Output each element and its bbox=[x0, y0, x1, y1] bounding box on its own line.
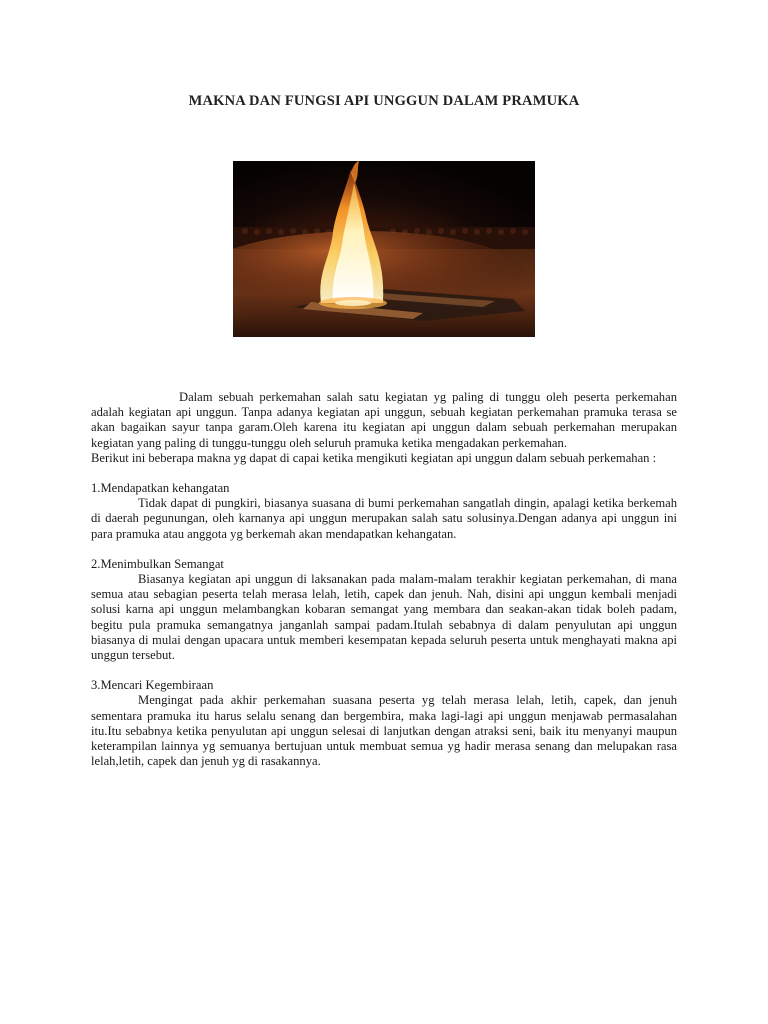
section-text-3: Mengingat pada akhir perkemahan suasana peserta yg telah merasa lelah, letih, capek, dan jenuh sementara pramuka itu harus selalu senang dan bergembira, maka lagi-lagi api unggun menjawab permasalahan itu.Itu sebabnya ketika penyulutan api unggun selesai di lanjutkan dengan atraksi seni, baik itu menyanyi maupun keterampilan lainnya yg semuanya bertujuan untuk membuat semua yg hadir merasa senang dan melupakan rasa lelah,letih, capek dan jenuh yg di rasakannya. bbox=[91, 693, 677, 769]
article-body bbox=[91, 390, 677, 769]
intro-list-lead: Berikut ini beberapa makna yg dapat di capai ketika mengikuti kegiatan api unggun dalam sebuah perkemahan : bbox=[91, 450, 657, 465]
section-heading-1: 1.Mendapatkan kehangatan bbox=[91, 481, 230, 496]
intro-paragraph: Dalam sebuah perkemahan salah satu kegiatan yg paling di tunggu oleh peserta perkemahan adalah kegiatan api unggun. Tanpa adanya kegiatan api unggun, sebuah kegiatan perkemahan pramuka terasa se akan bagaikan sayur tanpa garam.Oleh karena itu kegiatan api unggun dalam sebuah perkemahan merupakan kegiatan yang paling di tunggu-tunggu oleh seluruh pramuka ketika mengadakan perkemahan. bbox=[91, 390, 677, 450]
section-text-1: Tidak dapat di pungkiri, biasanya suasana di bumi perkemahan sangatlah dingin, apalagi ketika berkemah di daerah pegunungan, oleh karnanya api unggun merupakan salah satu solusinya.Dengan adanya api unggun ini para pramuka atau anggota yg berkemah akan mendapatkan kehangatan. bbox=[91, 496, 677, 541]
section-text-2: Biasanya kegiatan api unggun di laksanakan pada malam-malam terakhir kegiatan perkemahan, di mana semua atau sebagian peserta telah merasa lelah, letih, capek dan jenuh. Nah, disini api unggun kembali menjadi solusi karna api unggun melambangkan kobaran semangat yang membara dan seakan-akan tidak boleh padam, begitu pula pramuka semangatnya janganlah sampai padam.Itulah sebabnya di dalam penyulutan api unggun biasanya di mulai dengan upacara untuk memberi kesempatan kepada seluruh peserta untuk menghayati makna api unggun tersebut. bbox=[91, 572, 677, 663]
campfire-photo bbox=[233, 161, 535, 337]
section-heading-3: 3.Mencari Kegembiraan bbox=[91, 678, 214, 693]
section-heading-2: 2.Menimbulkan Semangat bbox=[91, 556, 224, 571]
page-title: MAKNA DAN FUNGSI API UNGGUN DALAM PRAMUKA bbox=[188, 93, 580, 109]
